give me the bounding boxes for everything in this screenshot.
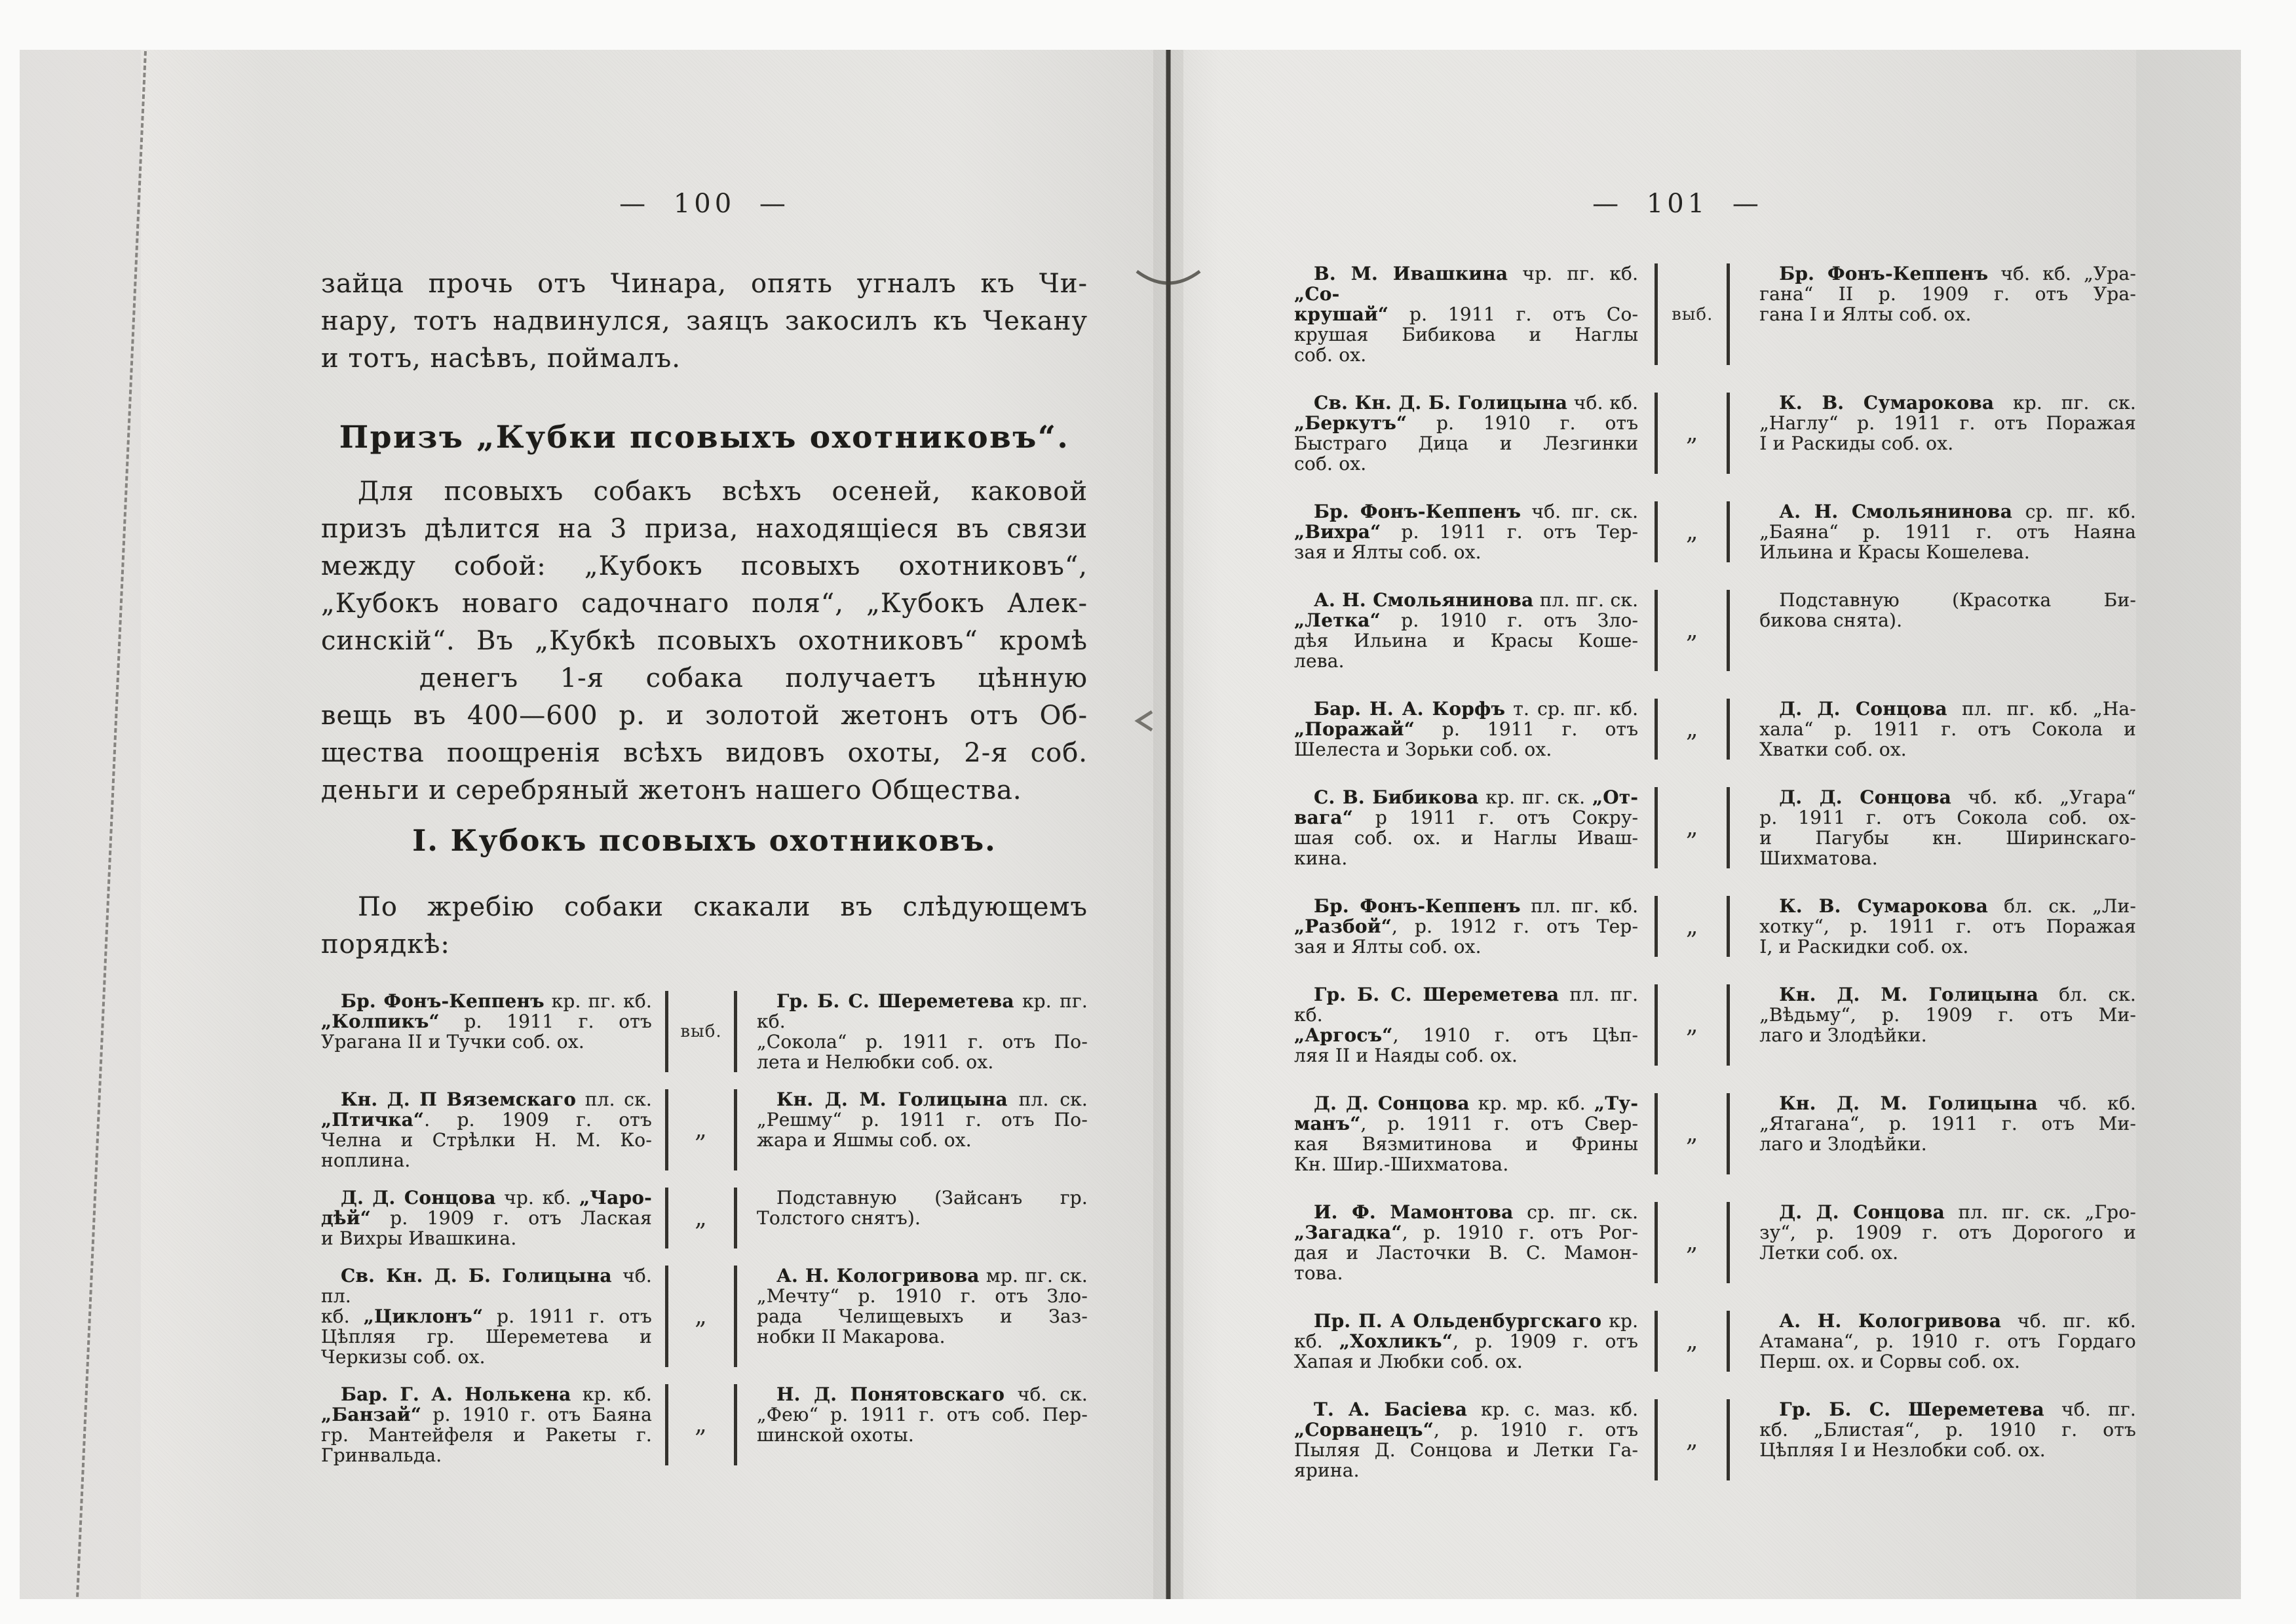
left-entry-cell (1294, 787, 1638, 868)
ditto-mark: „ (1685, 1011, 1699, 1038)
text-line: зая и Ялты соб. ох. (1294, 541, 1482, 563)
right-entry-cell (757, 1188, 1088, 1248)
text-line: зая и Ялты соб. ох. (1294, 936, 1482, 957)
text-line: „Мечту“ р. 1910 г. отъ Зло- (757, 1285, 1088, 1307)
table-row (1294, 1311, 2136, 1372)
text-line: Гринвальда. (321, 1444, 442, 1466)
text-line: С. В. Бибикова кр. пг. ск. „От- (1314, 786, 1639, 808)
right-entry-cell (1759, 263, 2136, 365)
text-line: „Фею“ р. 1911 г. отъ соб. Пер- (757, 1404, 1088, 1425)
text-line: Кн. Д. М. Голицына бл. ск. (1779, 984, 2136, 1005)
ditto-mark: „ (1685, 518, 1699, 545)
text-line: „Птичка“. р. 1909 г. отъ (321, 1109, 652, 1131)
coursing-pairs-table-100 (321, 991, 1088, 1465)
text-line: К. В. Сумарокова кр. пг. ск. (1779, 392, 2136, 414)
text-line: денегъ 1-я собака получаетъ цѣнную (419, 663, 1088, 693)
left-entry-cell (1294, 1093, 1638, 1174)
text-line: синскій“. Въ „Кубкѣ псовыхъ охотниковъ“ кромѣ (321, 626, 1088, 656)
table-row (1294, 590, 2136, 671)
table-row (1294, 699, 2136, 760)
table-row (321, 1384, 1088, 1465)
text-line: Бар. Н. А. Корфъ т. ср. пг. кб. (1314, 698, 1639, 720)
table-row (321, 991, 1088, 1072)
text-line: В. М. Ивашкина чр. пг. кб. „Со- (1294, 263, 1639, 305)
text-line: Бр. Фонъ-Кеппенъ пл. пг. кб. (1314, 895, 1639, 917)
left-entry-cell (1294, 1202, 1638, 1283)
right-entry-cell (1759, 590, 2136, 671)
table-row (1294, 984, 2136, 1066)
text-line: вещь въ 400—600 р. и золотой жетонъ отъ Об- (321, 701, 1088, 731)
text-line: „Сокола“ р. 1911 г. отъ По- (757, 1031, 1088, 1053)
text-line: „Колпикъ“ р. 1911 г. отъ (321, 1011, 652, 1032)
text-line: Гр. Б. С. Шереметева чб. пг. (1779, 1399, 2136, 1420)
marker-column (1655, 501, 1730, 562)
marker-column (1655, 984, 1730, 1066)
text-line: нару, тотъ надвинулся, заяцъ закосилъ къ Чекану (321, 306, 1088, 336)
text-line: Быстраго Дица и Лезгинки (1294, 433, 1639, 454)
marker-column (665, 1384, 737, 1465)
text-line: Пыляя Д. Сонцова и Летки Га- (1294, 1439, 1639, 1461)
text-line: Д. Д. Сонцова чб. кб. „Угара“ (1779, 786, 2136, 808)
marker-column (1655, 699, 1730, 760)
table-row (1294, 1093, 2136, 1174)
text-line: I и Раскиды соб. ох. (1759, 433, 1954, 454)
text-line: лета и Нелюбки соб. ох. (757, 1051, 994, 1073)
text-line: дая и Ласточки В. С. Мамон- (1294, 1242, 1639, 1264)
text-line: А. Н. Кологривова мр. пг. ск. (776, 1265, 1088, 1286)
ditto-mark: „ (1685, 419, 1699, 446)
gutter-chevron-mark (1137, 271, 1200, 283)
left-entry-cell (1294, 263, 1638, 365)
text-line: кая Вязмитинова и Фрины (1294, 1133, 1639, 1155)
left-entry-cell (321, 1089, 652, 1170)
right-entry-cell (1759, 699, 2136, 760)
text-line: И. Ф. Мамонтова ср. пг. ск. (1314, 1201, 1639, 1223)
text-line: Подставную (Красотка Би- (1779, 589, 2136, 611)
table-row (321, 1188, 1088, 1248)
marker-column (665, 991, 737, 1072)
text-line: гр. Мантейфеля и Ракеты г. (321, 1424, 652, 1446)
text-line: между собой: „Кубокъ псовыхъ охотниковъ“, (321, 551, 1088, 581)
text-line: и Пагубы кн. Ширинскаго- (1759, 827, 2136, 849)
text-line: По жребію собаки скакали въ слѣдующемъ (358, 892, 1088, 922)
right-entry-cell (757, 1384, 1088, 1465)
marker-column (1655, 393, 1730, 474)
right-entry-cell (1759, 984, 2136, 1066)
text-line: ноплина. (321, 1150, 411, 1171)
table-row (321, 1089, 1088, 1170)
marker-column (1655, 896, 1730, 957)
text-line: „Поражай“ р. 1911 г. отъ (1294, 718, 1639, 740)
text-line: „Вихра“ р. 1911 г. отъ Тер- (1294, 521, 1639, 543)
draw-order-intro (321, 889, 1088, 963)
marker-column (1655, 1311, 1730, 1372)
text-line: гана I и Ялты соб. ох. (1759, 303, 1972, 325)
text-line: Цѣпляя I и Незлобки соб. ох. (1759, 1439, 2046, 1461)
text-line: лаго и Злодѣйки. (1759, 1133, 1927, 1155)
left-entry-cell (1294, 984, 1638, 1066)
page-100 (321, 50, 1088, 1599)
table-row (1294, 787, 2136, 868)
text-line: Кн. Д. М. Голицына пл. ск. (776, 1089, 1088, 1110)
text-line: Бр. Фонъ-Кеппенъ чб. пг. ск. (1314, 501, 1639, 522)
text-line: лаго и Злодѣйки. (1759, 1024, 1927, 1046)
text-line: соб. ох. (1294, 344, 1367, 366)
right-entry-cell (1759, 1202, 2136, 1283)
text-line: „Наглу“ р. 1911 г. отъ Поражая (1759, 412, 2136, 434)
right-entry-cell (757, 1266, 1088, 1367)
marker-column (1655, 263, 1730, 365)
text-line: Пр. П. А Ольденбургскаго кр. (1314, 1310, 1639, 1332)
ditto-mark: „ (695, 1204, 708, 1231)
ditto-mark: „ (695, 1302, 708, 1330)
text-line: нобки II Макарова. (757, 1326, 946, 1347)
text-line: „Баяна“ р. 1911 г. отъ Наяна (1759, 521, 2136, 543)
text-line: зу“, р. 1909 г. отъ Дорогого и (1759, 1222, 2136, 1243)
text-line: „Кубокъ новаго садочнаго поля“, „Кубокъ Алек- (321, 589, 1088, 619)
text-line: кб. „Блистая“, р. 1910 г. отъ (1759, 1419, 2136, 1440)
text-line: Св. Кн. Д. Б. Голицына чб. пл. (321, 1265, 652, 1307)
right-edge-shade (2136, 50, 2241, 1599)
left-entry-cell (1294, 1311, 1638, 1372)
text-line: кб. „Циклонъ“ р. 1911 г. отъ (321, 1305, 652, 1327)
text-line: дѣй“ р. 1909 г. отъ Лаская (321, 1207, 652, 1229)
text-line: „Разбой“, р. 1912 г. отъ Тер- (1294, 916, 1639, 937)
table-row (1294, 393, 2136, 474)
ditto-mark: „ (1685, 1229, 1699, 1256)
text-line: Шелеста и Зорьки соб. ох. (1294, 739, 1552, 760)
text-line: Атамана“, р. 1910 г. отъ Гордаго (1759, 1330, 2136, 1352)
text-line: А. Н. Смольянинова пл. пг. ск. (1314, 589, 1639, 611)
text-line: жара и Яшмы соб. ох. (757, 1129, 972, 1151)
text-line: Урагана II и Тучки соб. ох. (321, 1031, 584, 1053)
text-line: Т. А. Басіева кр. с. маз. кб. (1314, 1399, 1639, 1420)
text-line: щества поощренія всѣхъ видовъ охоты, 2-я соб. (321, 738, 1088, 768)
text-line: Д. Д. Сонцова пл. пг. кб. „На- (1779, 698, 2136, 720)
marker-column (665, 1089, 737, 1170)
ditto-mark: „ (1685, 814, 1699, 841)
table-row (1294, 1399, 2136, 1480)
text-line: Для псовыхъ собакъ всѣхъ осеней, каковой (358, 476, 1088, 507)
marker-column (1655, 787, 1730, 868)
ditto-mark: „ (1685, 1120, 1699, 1147)
right-entry-cell (1759, 393, 2136, 474)
text-line: „Ятагана“, р. 1911 г. отъ Ми- (1759, 1113, 2136, 1134)
text-line: кина. (1294, 847, 1348, 869)
text-line: кб. „Хохликъ“, р. 1909 г. отъ (1294, 1330, 1639, 1352)
right-entry-cell (1759, 1093, 2136, 1174)
text-line: Св. Кн. Д. Б. Голицына чб. кб. (1314, 392, 1639, 414)
text-line: „Банзай“ р. 1910 г. отъ Баяна (321, 1404, 652, 1425)
right-entry-cell (1759, 1311, 2136, 1372)
text-line: бикова снята). (1759, 609, 1903, 631)
right-entry-cell (1759, 787, 2136, 868)
text-line: Бр. Фонъ-Кеппенъ кр. пг. кб. (341, 990, 652, 1012)
text-line: лева. (1294, 650, 1345, 672)
table-row (1294, 263, 2136, 365)
text-line: Бр. Фонъ-Кеппенъ чб. кб. „Ура- (1779, 263, 2136, 284)
text-line: Бар. Г. А. Нолькена кр. кб. (341, 1383, 653, 1405)
text-line: манъ“, р. 1911 г. отъ Свер- (1294, 1113, 1639, 1134)
left-entry-cell (321, 1266, 652, 1367)
text-line: „Вѣдьму“, р. 1909 г. отъ Ми- (1759, 1004, 2136, 1026)
section-heading: I. Кубокъ псовыхъ охотниковъ. (412, 823, 997, 858)
text-line: Д. Д. Сонцова кр. мр. кб. „Ту- (1314, 1092, 1639, 1114)
text-line: рада Челищевыхъ и Заз- (757, 1305, 1088, 1327)
ditto-mark: „ (695, 1411, 708, 1438)
scanned-book-spread (20, 50, 2241, 1599)
text-line: хотку“, р. 1911 г. отъ Поражая (1759, 916, 2136, 937)
ditto-mark: „ (695, 1116, 708, 1143)
text-line: ярина. (1294, 1460, 1360, 1481)
text-line: крушая Бибикова и Наглы (1294, 324, 1639, 345)
marker-column (1655, 590, 1730, 671)
marker-column (665, 1188, 737, 1248)
page-number: — 101 — (1592, 189, 1763, 219)
text-line: зайца прочь отъ Чинара, опять угналъ къ Чи- (321, 269, 1088, 299)
text-line: р. 1911 г. отъ Сокола соб. ох- (1759, 807, 2136, 828)
left-entry-cell (1294, 590, 1638, 671)
text-line: Кн. Шир.-Шихматова. (1294, 1153, 1509, 1175)
text-line: „Загадка“, р. 1910 г. отъ Рог- (1294, 1222, 1639, 1243)
text-line: хала“ р. 1911 г. отъ Сокола и (1759, 718, 2136, 740)
left-entry-cell (1294, 501, 1638, 562)
text-line: шая соб. ох. и Наглы Иваш- (1294, 827, 1639, 849)
table-row (1294, 896, 2136, 957)
text-line: Шихматова. (1759, 847, 1878, 869)
text-line: Кн. Д. П Вяземскаго пл. ск. (341, 1089, 652, 1110)
right-entry-cell (1759, 501, 2136, 562)
text-line: Хватки соб. ох. (1759, 739, 1907, 760)
text-line: деньги и серебряный жетонъ нашего Общества. (321, 775, 1022, 805)
text-line: Д. Д. Сонцова пл. пг. ск. „Гро- (1779, 1201, 2136, 1223)
page-edge-line (77, 51, 145, 1598)
ditto-mark: „ (1685, 912, 1699, 940)
marker-column (1655, 1399, 1730, 1480)
text-line: Перш. ох. и Сорвы соб. ох. (1759, 1351, 2021, 1372)
text-line: Черкизы соб. ох. (321, 1346, 486, 1368)
left-entry-cell (321, 991, 652, 1072)
left-entry-cell (1294, 393, 1638, 474)
right-entry-cell (757, 991, 1088, 1072)
text-line: Н. Д. Понятовскаго чб. ск. (776, 1383, 1088, 1405)
table-row (1294, 501, 2136, 562)
text-line: порядкѣ: (321, 929, 450, 959)
ditto-mark: „ (1685, 1426, 1699, 1453)
text-line: „Решму“ р. 1911 г. отъ По- (757, 1109, 1088, 1131)
text-line: К. В. Сумарокова бл. ск. „Ли- (1779, 895, 2136, 917)
text-line: шинской охоты. (757, 1424, 914, 1446)
ditto-mark: „ (1685, 1327, 1699, 1355)
text-line: „Сорванецъ“, р. 1910 г. отъ (1294, 1419, 1639, 1440)
text-line: А. Н. Смольянинова ср. пг. кб. (1779, 501, 2136, 522)
text-line: призъ дѣлится на 3 приза, находящіеся въ связи (321, 514, 1088, 544)
text-line: Ильина и Красы Кошелева. (1759, 541, 2030, 563)
text-line: вага“ р 1911 г. отъ Сокру- (1294, 807, 1639, 828)
marker-column (665, 1266, 737, 1367)
text-line: соб. ох. (1294, 453, 1367, 474)
left-entry-cell (1294, 1399, 1638, 1480)
text-line: ляя II и Наяды соб. ох. (1294, 1045, 1518, 1066)
text-line: Гр. Б. С. Шереметева кр. пг. кб. (757, 990, 1088, 1032)
text-line: Летки соб. ох. (1759, 1242, 1899, 1264)
page-number: — 100 — (619, 189, 790, 219)
text-line: и тотъ, насѣвъ, поймалъ. (321, 343, 681, 374)
text-line: гана“ II р. 1909 г. отъ Ура- (1759, 283, 2136, 305)
table-row (321, 1266, 1088, 1367)
withdrawn-marker: выб. (1672, 304, 1713, 324)
marker-column (1655, 1202, 1730, 1283)
coursing-pairs-table-101 (1294, 263, 2136, 1480)
text-line: I, и Раскидки соб. ох. (1759, 936, 1969, 957)
left-entry-cell (1294, 896, 1638, 957)
left-entry-cell (321, 1188, 652, 1248)
text-line: Гр. Б. С. Шереметева пл. пг. кб. (1294, 984, 1639, 1026)
right-entry-cell (1759, 1399, 2136, 1480)
right-entry-cell (1759, 896, 2136, 957)
marker-column (1655, 1093, 1730, 1174)
withdrawn-marker: выб. (680, 1022, 722, 1041)
opening-paragraph (321, 265, 1088, 377)
gutter-notch-mark (1138, 712, 1152, 730)
ditto-mark: „ (1685, 715, 1699, 743)
page-101 (1294, 50, 2136, 1599)
text-line: Кн. Д. М. Голицына чб. кб. (1779, 1092, 2136, 1114)
text-line: това. (1294, 1262, 1343, 1284)
right-entry-cell (757, 1089, 1088, 1170)
left-entry-cell (321, 1384, 652, 1465)
text-line: Хапая и Любки соб. ох. (1294, 1351, 1523, 1372)
table-row (1294, 1202, 2136, 1283)
text-line: „Беркутъ“ р. 1910 г. отъ (1294, 412, 1639, 434)
text-line: „Летка“ р. 1910 г. отъ Зло- (1294, 609, 1639, 631)
text-line: Подставную (Зайсанъ гр. (776, 1187, 1088, 1208)
text-line: Толстого снятъ). (757, 1207, 921, 1229)
text-line: и Вихры Ивашкина. (321, 1228, 517, 1249)
prize-description-paragraph (321, 473, 1088, 809)
ditto-mark: „ (1685, 617, 1699, 644)
underlying-page-strip (20, 50, 141, 1599)
text-line: Челна и Стрѣлки Н. М. Ко- (321, 1129, 652, 1151)
text-line: А. Н. Кологривова чб. пг. кб. (1779, 1310, 2136, 1332)
text-line: Д. Д. Сонцова чр. кб. „Чаро- (341, 1187, 652, 1208)
text-line: дѣя Ильина и Красы Коше- (1294, 630, 1639, 651)
left-entry-cell (1294, 699, 1638, 760)
text-line: Цѣпляя гр. Шереметева и (321, 1326, 652, 1347)
prize-heading: Призъ „Кубки псовыхъ охотниковъ“. (339, 419, 1070, 455)
text-line: крушай“ р. 1911 г. отъ Со- (1294, 303, 1639, 325)
text-line: „Аргосъ“, 1910 г. отъ Цѣп- (1294, 1024, 1639, 1046)
